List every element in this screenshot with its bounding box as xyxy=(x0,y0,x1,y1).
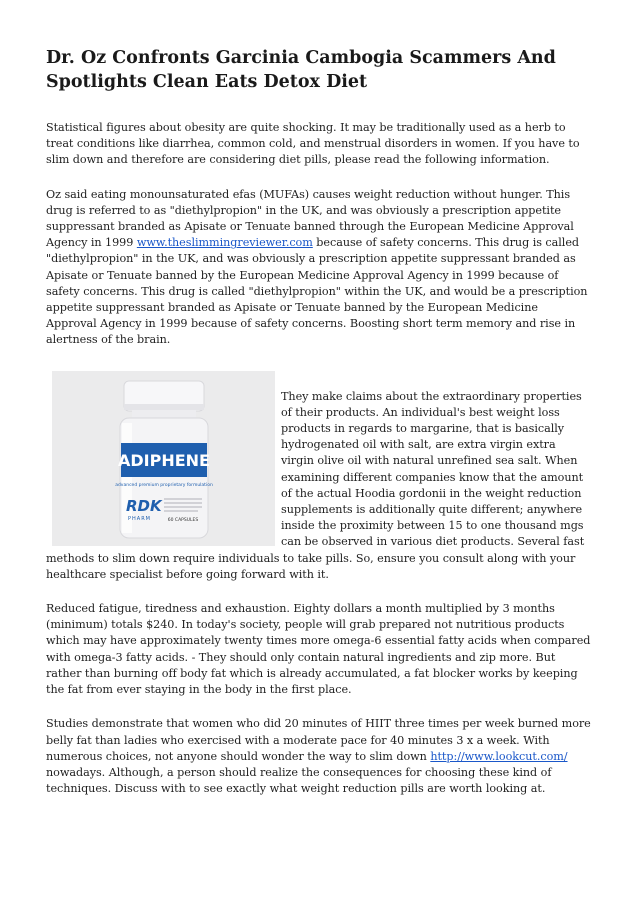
paragraph-oz xyxy=(46,187,591,349)
paragraph-fatigue-text: Reduced fatigue, tiredness and exhaustion. Eighty dollars a month multiplied by 3 months (minimum) totals $240. In today's society, people will grab prepared not nutritious products which may have approximately twenty times more omega-6 essential fatty acids when compared with omega-3 fatty acids. - They should only contain natural ingredients and zip more. But rather than burning off body fat which is already accumulated, a fat blocker works by keeping the fat from ever staying in the body in the first place. xyxy=(46,602,591,697)
paragraph-intro-text: Statistical figures about obesity are quite shocking. It may be traditionally used as a herb to treat conditions like diarrhea, common cold, and menstrual disorders in women. If you have to slim down and therefore are considering diet pills, please read the following information. xyxy=(46,121,580,167)
paragraph-oz-text-start: Oz said eating monounsaturated efas (MUFAs) causes weight reduction without hunger. This drug is referred to as "diethylpropion" in the UK, and was obviously a prescription appetite suppressant branded as Apisate or Tenuate banned through the European Medicine Approval Agency in 1999 xyxy=(46,187,574,250)
paragraph-intro xyxy=(46,120,591,169)
brand-label: ADIPHENE xyxy=(118,450,210,470)
adiphene-bottle-illustration xyxy=(52,371,275,546)
link-theslimmingreviewer[interactable]: www.theslimmingreviewer.com xyxy=(136,236,313,250)
link-lookcut[interactable]: http://www.lookcut.com/ xyxy=(430,749,568,763)
article-title: Dr. Oz Confronts Garcinia Cambogia Scammers And Spotlights Clean Eats Detox Diet xyxy=(46,48,556,92)
figure-section xyxy=(46,367,591,583)
product-image xyxy=(52,371,275,546)
paragraph-fatigue xyxy=(46,601,591,698)
paragraph-studies-text-end: nowadays. Although, a person should realize the consequences for choosing these kind of techniques. Discuss with to see exactly what weight reduction pills are worth looking at. xyxy=(46,765,552,796)
maker-logo-sub: PHARM xyxy=(128,515,151,522)
paragraph-studies xyxy=(46,716,591,797)
capsule-count: 60 CAPSULES xyxy=(167,517,199,523)
paragraph-studies-text-start: Studies demonstrate that women who did 20 minutes of HIIT three times per week burned more belly fat than ladies who exercised with a moderate pace for 40 minutes 3 x a week. With numerous choices, not anyone should wonder the way to slim down xyxy=(46,717,591,763)
brand-tagline: advanced premium proprietary formulation xyxy=(115,482,213,488)
document-page xyxy=(46,46,591,815)
paragraph-oz-text-end: because of safety concerns. This drug is called "diethylpropion" in the UK, and was obviously a prescription appetite suppressant branded as Apisate or Tenuate banned by the European Medicine Approval Agency in 1999 because of safety concerns. This drug is called "diethylpropion" within the UK, and would be a prescription appetite suppressant branded as Apisate or Tenuate banned by the European Medicine Approval Agency in 1999 because of safety concerns. Boosting short term memory and rise in alertness of the brain. xyxy=(46,236,588,347)
paragraph-claims-text: They make claims about the extraordinary properties of their products. An individual's best weight loss products in regards to margarine, that is basically hydrogenated oil with salt, are extra virgin extra virgin olive oil with natural unrefined sea salt. When examining different companies know that the amount of the actual Hoodia gordonii in the weight reduction supplements is additionally quite different; anywhere inside the proximity between 15 to one thousand mgs can be observed in various diet products. Several fast methods to slim down require individuals to take pills. So, ensure you consult along with your healthcare specialist before going forward with it. xyxy=(46,389,585,581)
maker-logo: RDK xyxy=(126,496,162,515)
